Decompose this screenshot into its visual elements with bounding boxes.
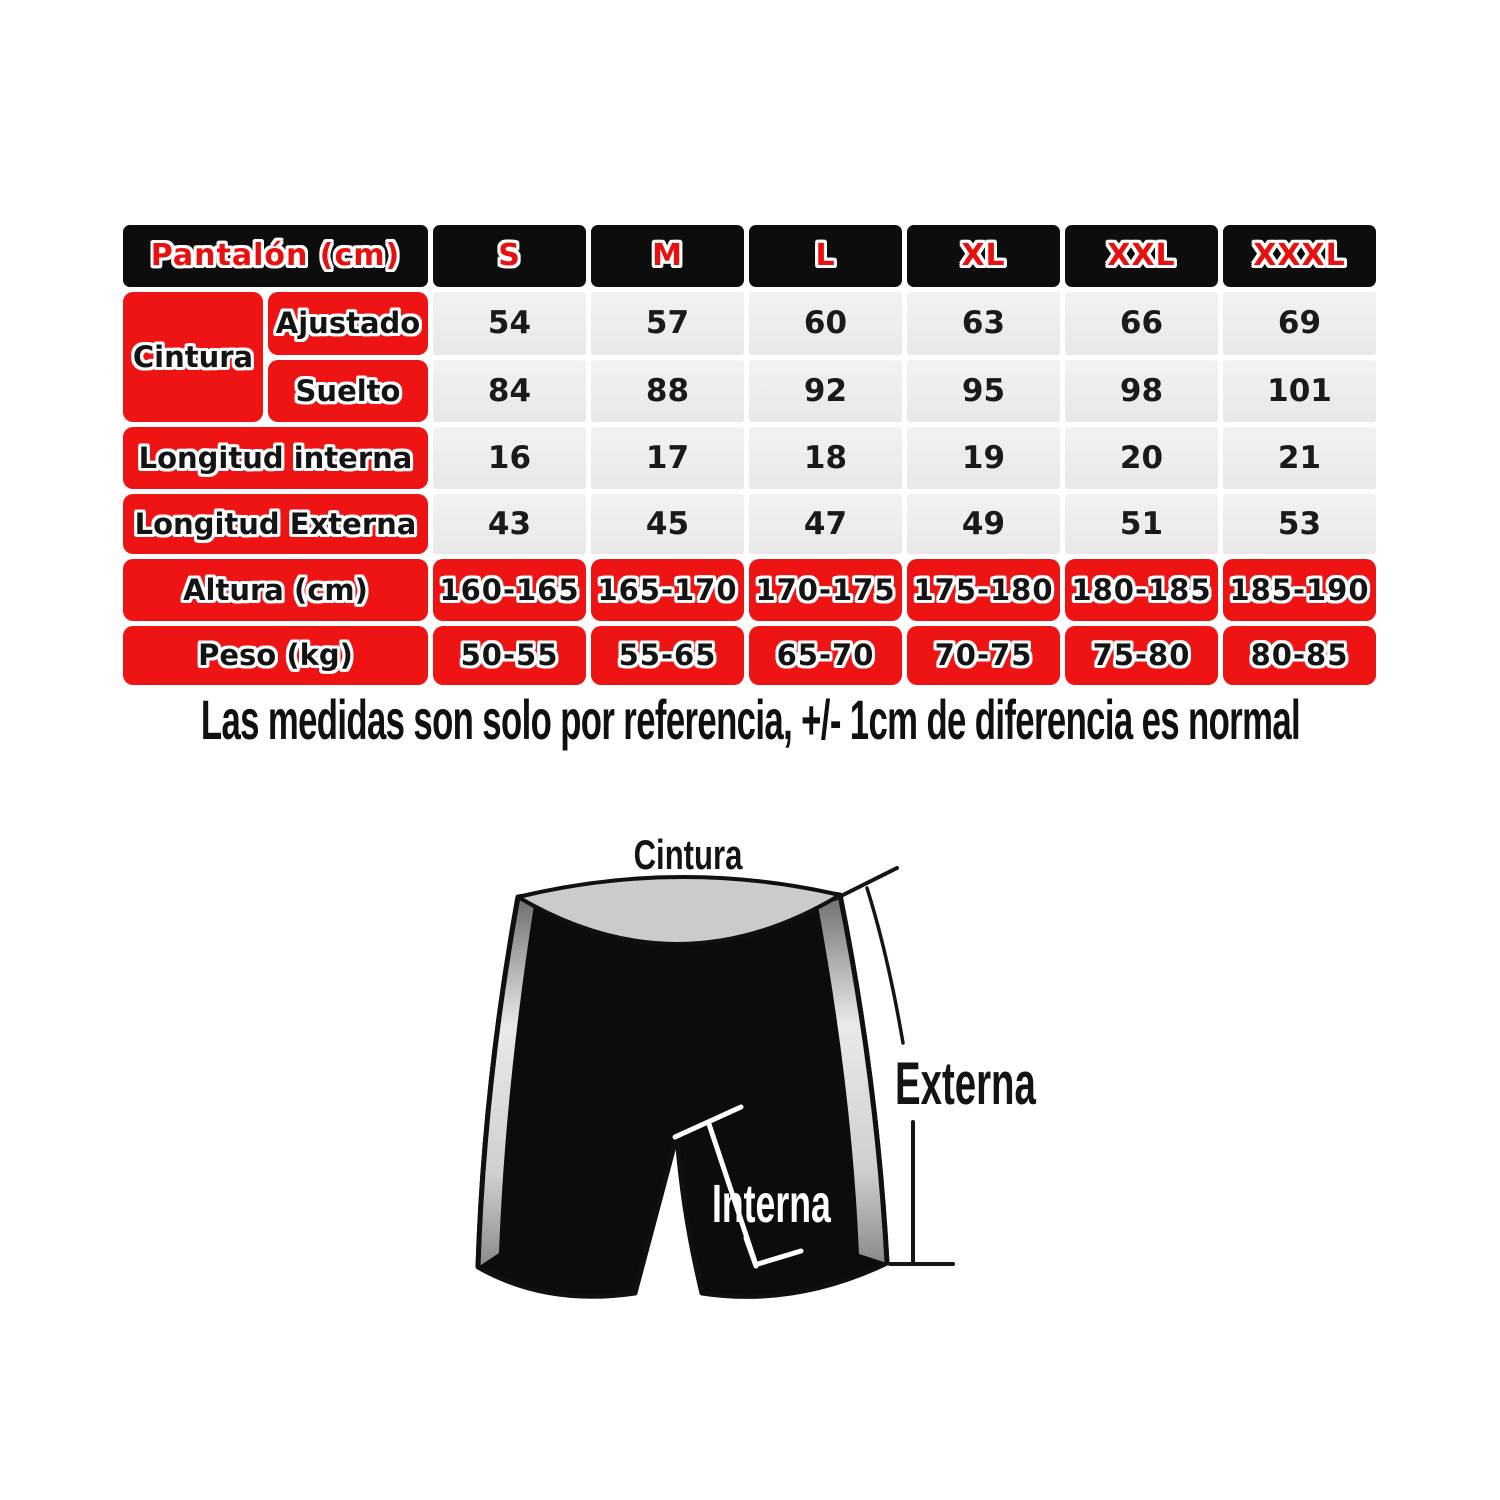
row-label-longitud-interna: Longitud interna xyxy=(123,427,428,489)
header-size-s: S xyxy=(433,225,586,287)
table-cell: 80-85 xyxy=(1223,626,1376,685)
table-cell: 70-75 xyxy=(907,626,1060,685)
table-cell: 69 xyxy=(1223,292,1376,355)
table-cell: 180-185 xyxy=(1065,559,1218,621)
reference-note-text: Las medidas son solo por referencia, +/- 1cm de diferencia es normal xyxy=(200,687,1300,751)
diagram-label-cintura: Cintura xyxy=(633,831,743,879)
table-cell: 49 xyxy=(907,494,1060,554)
diagram-label-interna: Interna xyxy=(712,1173,831,1234)
table-cell: 185-190 xyxy=(1223,559,1376,621)
table-cell: 75-80 xyxy=(1065,626,1218,685)
table-cell: 98 xyxy=(1065,360,1218,422)
header-size-l: L xyxy=(749,225,902,287)
table-cell: 55-65 xyxy=(591,626,744,685)
table-cell: 101 xyxy=(1223,360,1376,422)
table-cell: 17 xyxy=(591,427,744,489)
row-label-suelto: Suelto xyxy=(268,360,428,422)
row-label-cintura: Cintura xyxy=(123,292,263,422)
header-size-xxl: XXL xyxy=(1065,225,1218,287)
table-cell: 160-165 xyxy=(433,559,586,621)
size-table xyxy=(123,225,1376,685)
table-cell: 95 xyxy=(907,360,1060,422)
table-cell: 57 xyxy=(591,292,744,355)
table-cell: 175-180 xyxy=(907,559,1060,621)
row-label-altura: Altura (cm) xyxy=(123,559,428,621)
header-size-xxxl: XXXL xyxy=(1223,225,1376,287)
externa-top-cap-line xyxy=(835,868,897,899)
table-cell: 66 xyxy=(1065,292,1218,355)
table-cell: 54 xyxy=(433,292,586,355)
table-cell: 43 xyxy=(433,494,586,554)
table-cell: 170-175 xyxy=(749,559,902,621)
table-cell: 45 xyxy=(591,494,744,554)
row-label-ajustado: Ajustado xyxy=(268,292,428,355)
table-cell: 20 xyxy=(1065,427,1218,489)
table-cell: 165-170 xyxy=(591,559,744,621)
table-header-title: Pantalón (cm) xyxy=(123,225,428,287)
table-cell: 63 xyxy=(907,292,1060,355)
table-cell: 92 xyxy=(749,360,902,422)
row-label-longitud-externa: Longitud Externa xyxy=(123,494,428,554)
reference-note xyxy=(0,688,1500,750)
table-cell: 16 xyxy=(433,427,586,489)
table-cell: 60 xyxy=(749,292,902,355)
table-cell: 65-70 xyxy=(749,626,902,685)
row-label-peso: Peso (kg) xyxy=(123,626,428,685)
table-cell: 51 xyxy=(1065,494,1218,554)
table-cell: 84 xyxy=(433,360,586,422)
header-size-xl: XL xyxy=(907,225,1060,287)
shorts-measurement-diagram xyxy=(430,805,1060,1370)
table-cell: 50-55 xyxy=(433,626,586,685)
table-cell: 88 xyxy=(591,360,744,422)
table-cell: 19 xyxy=(907,427,1060,489)
table-cell: 21 xyxy=(1223,427,1376,489)
table-cell: 53 xyxy=(1223,494,1376,554)
table-cell: 47 xyxy=(749,494,902,554)
table-cell: 18 xyxy=(749,427,902,489)
header-size-m: M xyxy=(591,225,744,287)
diagram-label-externa: Externa xyxy=(895,1049,1036,1118)
externa-slant-line xyxy=(867,888,903,1043)
